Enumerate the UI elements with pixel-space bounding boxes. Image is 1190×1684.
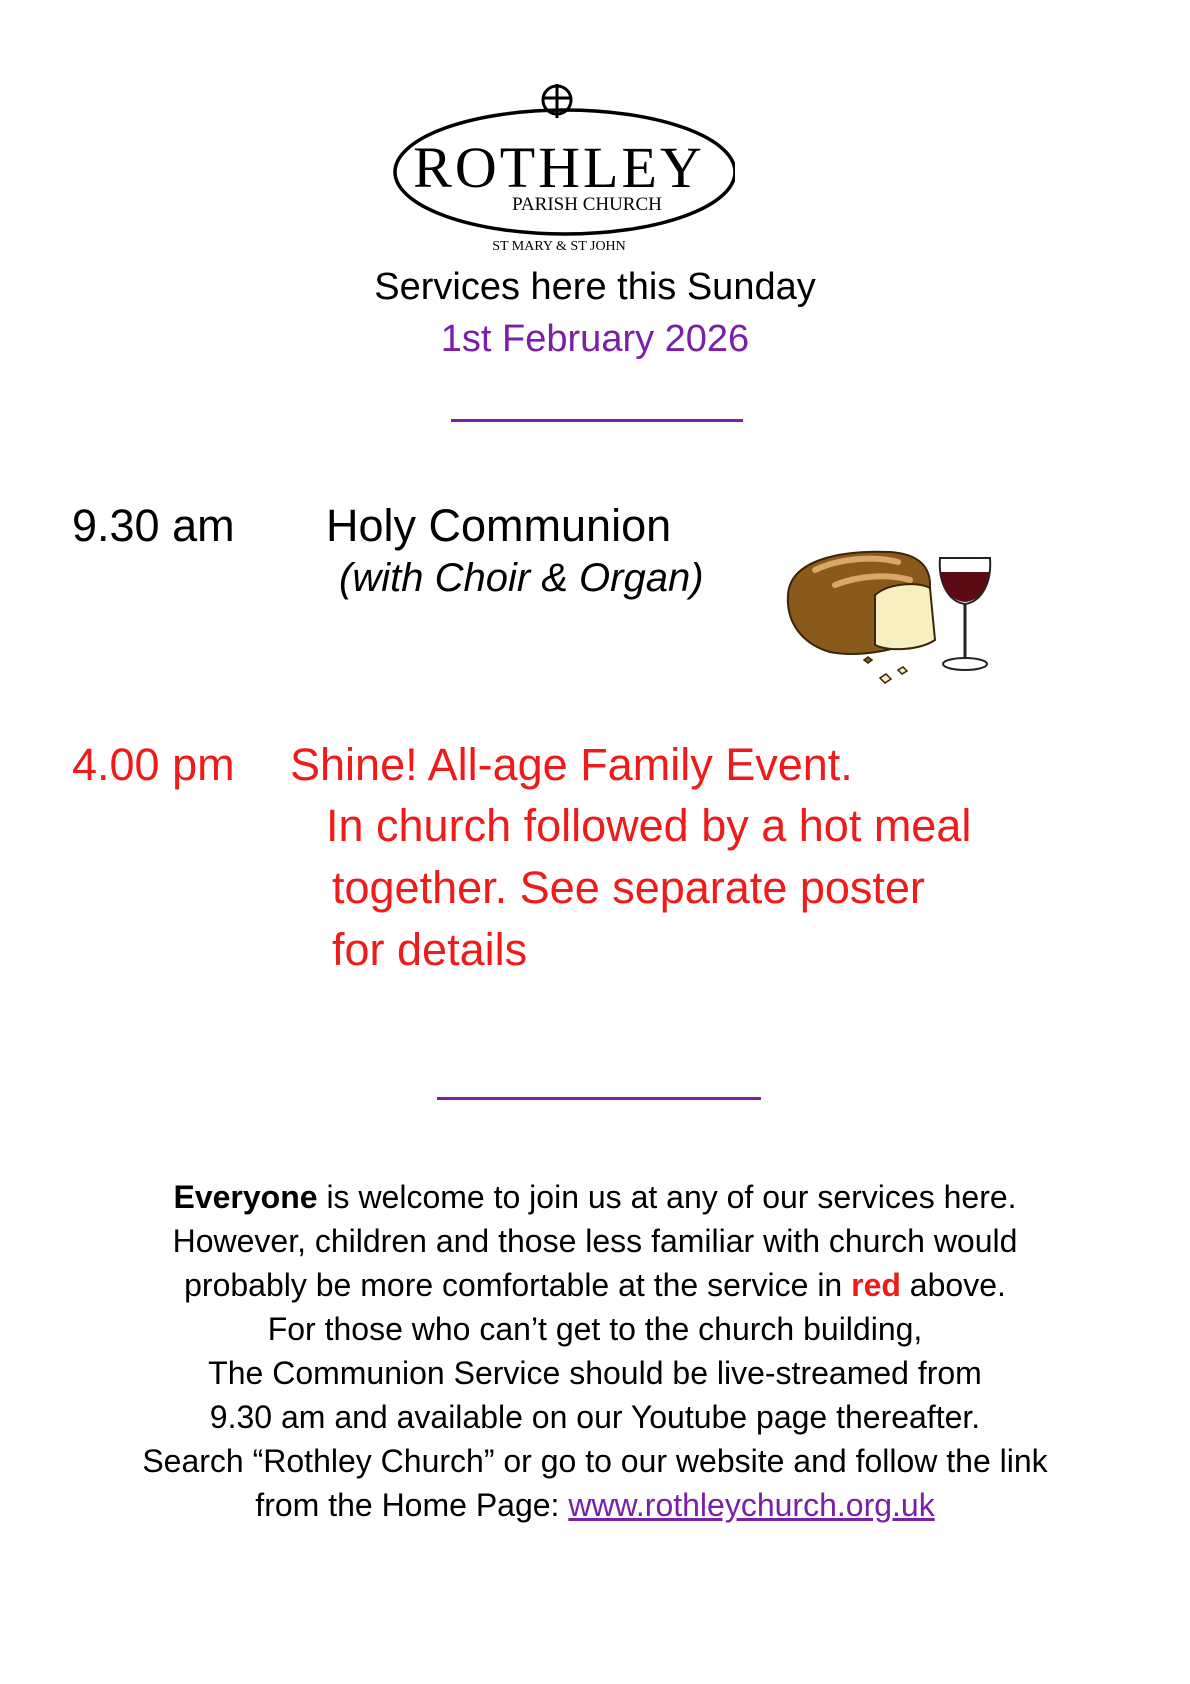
heading-title: Services here this Sunday [374, 266, 816, 308]
notice-line: The Communion Service should be live-streamed from [208, 1355, 982, 1391]
notice-text: is welcome to join us at any of our services here. [317, 1179, 1017, 1215]
svg-text:PARISH CHURCH: PARISH CHURCH [512, 194, 662, 215]
notice-line: However, children and those less familiar with church would [172, 1223, 1018, 1259]
service-1-time: 9.30 am [72, 500, 235, 551]
divider-top [451, 419, 743, 422]
service-2-title: Shine! All-age Family Event. [290, 739, 853, 790]
svg-text:ROTHLEY: ROTHLEY [413, 135, 705, 200]
notice-line: For those who can’t get to the church building, [267, 1311, 923, 1347]
service-1-note: (with Choir & Organ) [339, 556, 704, 600]
website-link[interactable]: www.rothleychurch.org.uk [568, 1487, 935, 1523]
service-1-title: Holy Communion [326, 500, 672, 551]
notice-line [0, 1175, 1190, 1219]
svg-text:ST MARY & ST JOHN: ST MARY & ST JOHN [492, 239, 626, 254]
notice-line: 9.30 am and available on our Youtube page thereafter. [209, 1399, 981, 1435]
service-2-detail: together. See separate poster [332, 862, 925, 913]
service-2-detail: for details [332, 924, 528, 975]
welcome-notice [0, 1175, 1190, 1527]
notice-text: probably be more comfortable at the service in [184, 1267, 852, 1303]
notice-line [0, 1483, 1190, 1527]
heading-date: 1st February 2026 [440, 318, 750, 360]
service-2-detail: In church followed by a hot meal [326, 800, 972, 851]
notice-line: Search “Rothley Church” or go to our website and follow the link [142, 1443, 1048, 1479]
notice-bold-word: Everyone [173, 1179, 318, 1215]
church-logo-icon [375, 82, 735, 262]
divider-bottom [437, 1097, 761, 1100]
bread-and-wine-icon [780, 540, 1010, 690]
service-2-time: 4.00 pm [72, 739, 235, 790]
notice-text: from the Home Page: [255, 1487, 569, 1523]
notice-red-word: red [851, 1267, 901, 1303]
notice-line [0, 1263, 1190, 1307]
notice-text: above. [900, 1267, 1006, 1303]
